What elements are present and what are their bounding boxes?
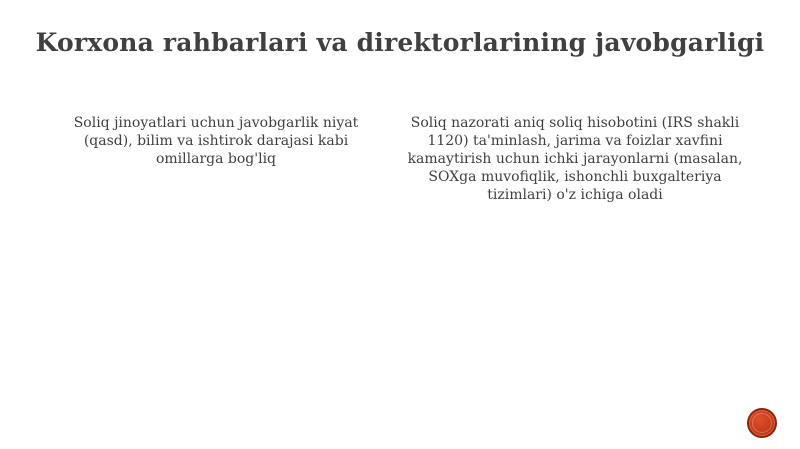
slide-nav-button[interactable] [747,408,777,438]
right-text-block: Soliq nazorati aniq soliq hisobotini (IRS shakli 1120) ta'minlash, jarima va foizlar xavfini kamaytirish uchun ichki jarayonlarni (masalan, SOXga muvofiqlik, ishonchli buxgalteriya tizimlari) o'z ichiga oladi [407,115,743,203]
left-text-block: Soliq jinoyatlari uchun javobgarlik niyat (qasd), bilim va ishtirok darajasi kabi omillarga bog'liq [73,115,359,167]
slide-title: Korxona rahbarlari va direktorlarining javobgarligi [35,28,765,57]
circle-nav-icon [752,413,772,433]
